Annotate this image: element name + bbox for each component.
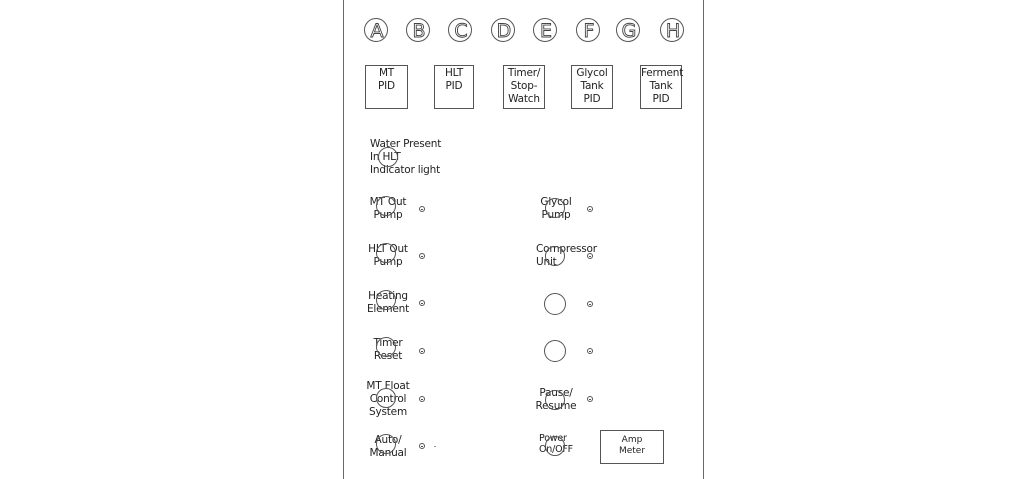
glycol-pump-led [587,206,593,212]
timer-reset-led [419,348,425,354]
circle-letter-h: H [662,20,684,42]
auto-manual-label: Auto/ Manual [369,434,407,459]
heating-element-label: Heating Element [366,290,410,315]
mt-out-pump-switch[interactable] [376,196,396,216]
spare-switch-2[interactable] [544,340,566,362]
power-on-off-switch[interactable] [545,436,565,456]
compressor-unit-label: Compressor Unit [536,243,597,268]
circle-letter-a: A [366,20,388,42]
timer-reset-button[interactable] [376,337,396,357]
auto-manual-switch[interactable] [376,434,396,454]
pause-resume-button[interactable] [545,390,565,410]
pause-resume-led [587,396,593,402]
ferment-tank-pid-box: Ferment Tank PID [640,65,682,109]
mt-float-control-label: MT Float Control System [366,380,410,418]
circle-letter-c: C [450,20,472,42]
heating-element-led [419,300,425,306]
heating-element-switch[interactable] [376,290,396,310]
compressor-unit-switch[interactable] [545,246,565,266]
circle-letter-d: D [493,20,515,42]
amp-meter-box: Amp Meter [600,430,664,464]
water-present-indicator-label: Water Present In HLT Indicator light [370,138,442,176]
timer-stopwatch-box: Timer/ Stop- Watch [503,65,545,109]
mt-pid-box: MT PID [365,65,408,109]
auto-manual-led [419,443,425,449]
circle-letter-e: E [535,20,557,42]
circle-letter-g: G [618,20,640,42]
glycol-tank-pid-box: Glycol Tank PID [571,65,613,109]
timer-reset-label: Timer Reset [373,337,403,362]
hlt-out-pump-led [419,253,425,259]
circle-letter-f: F [578,20,600,42]
glycol-pump-switch[interactable] [545,198,565,218]
spare-led-2 [587,348,593,354]
water-present-indicator-light [378,147,398,167]
spare-led-1 [587,301,593,307]
circle-letter-b: B [408,20,430,42]
hlt-out-pump-switch[interactable] [376,243,396,263]
mt-float-control-switch[interactable] [376,388,396,408]
mt-float-control-led [419,396,425,402]
power-on-off-label: Power On/OFF [539,433,573,455]
compressor-unit-led [587,253,593,259]
pause-resume-label: Pause/ Resume [535,387,577,412]
hlt-pid-box: HLT PID [434,65,474,109]
mt-out-pump-label: MT Out Pump [369,196,407,221]
hlt-out-pump-label: HLT Out Pump [368,243,408,268]
mt-out-pump-led [419,206,425,212]
spare-switch-1[interactable] [544,293,566,315]
auto-manual-tick-mark [434,446,436,447]
glycol-pump-label: Glycol Pump [540,196,572,221]
